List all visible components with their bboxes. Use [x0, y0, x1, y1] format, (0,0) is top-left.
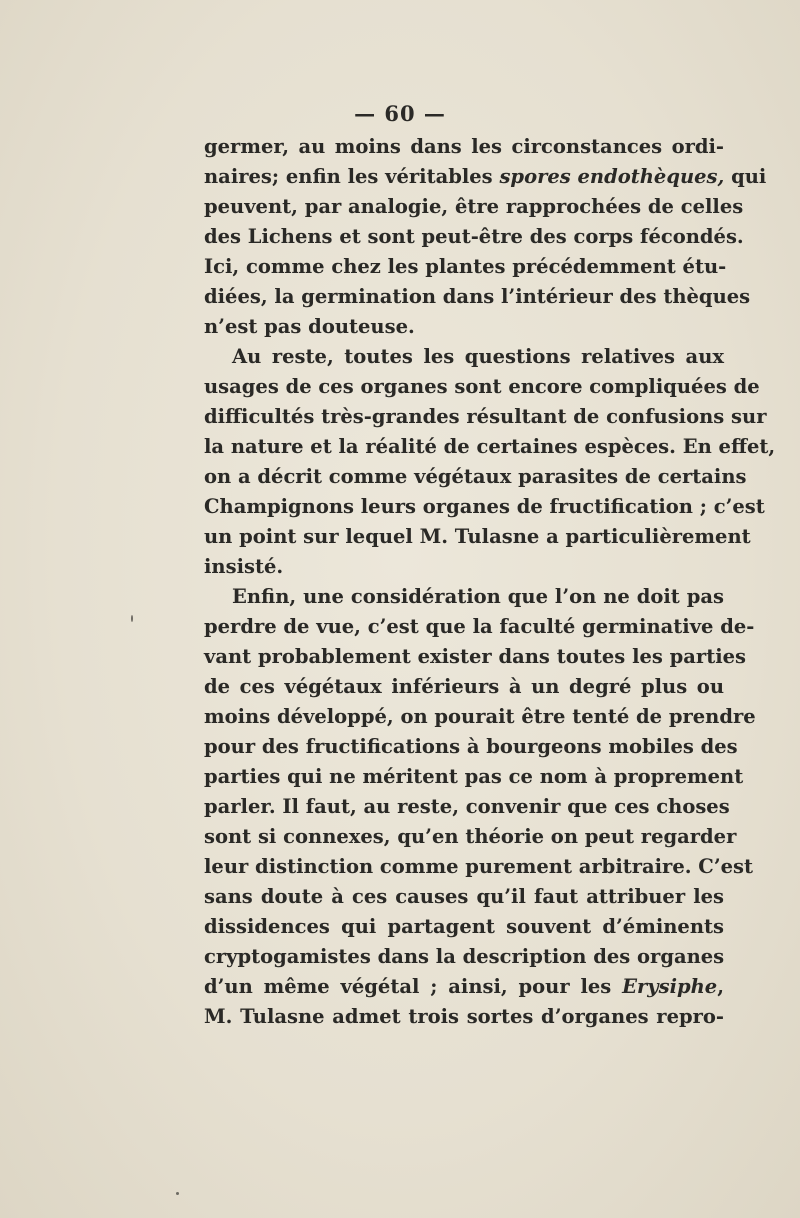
italic-term: Erysiphe — [622, 975, 718, 998]
italic-term: spores endothèques, — [499, 165, 725, 188]
text-line: difficultés très-grandes résultant de confusions sur — [204, 405, 767, 428]
text-line: perdre de vue, c’est que la faculté germinative de- — [204, 615, 755, 638]
text-line: vant probablement exister dans toutes les parties — [204, 645, 746, 668]
text-line: n’est pas douteuse. — [204, 315, 415, 338]
paragraph-2 — [204, 342, 776, 582]
text-line: Ici, comme chez les plantes précédemment étu- — [204, 255, 727, 278]
text-line — [204, 972, 724, 1002]
text-run: d’un même végétal ; ainsi, pour les — [204, 975, 623, 998]
text-line — [204, 162, 767, 192]
text-line: Enfin, une considération que l’on ne doit pas — [232, 585, 724, 608]
text-line: diées, la germination dans l’intérieur des thèques — [204, 285, 751, 308]
text-line: on a décrit comme végétaux parasites de certains — [204, 465, 747, 488]
text-run: , — [717, 975, 724, 998]
text-line: la nature et la réalité de certaines espèces. En effet, — [204, 435, 776, 458]
text-line: insisté. — [204, 555, 284, 578]
text-line: M. Tulasne admet trois sortes d’organes repro- — [204, 1005, 724, 1028]
text-run: qui — [724, 165, 767, 188]
text-line: dissidences qui partagent souvent d’éminents — [204, 915, 724, 938]
text-line: parties qui ne méritent pas ce nom à proprement — [204, 765, 744, 788]
text-line: Au reste, toutes les questions relatives aux — [232, 345, 724, 368]
text-line: germer, au moins dans les circonstances ordi- — [204, 135, 724, 158]
text-line: un point sur lequel M. Tulasne a particulièrement — [204, 525, 751, 548]
text-line: Champignons leurs organes de fructification ; c’est — [204, 495, 765, 518]
paper-speck — [131, 615, 133, 622]
paper-speck — [176, 1192, 179, 1195]
text-line: cryptogamistes dans la description des organes — [204, 945, 725, 968]
text-line: parler. Il faut, au reste, convenir que ces choses — [204, 795, 730, 818]
text-line: des Lichens et sont peut-être des corps fécondés. — [204, 225, 744, 248]
paragraph-3 — [204, 582, 756, 1032]
page-number: — 60 — — [354, 101, 446, 126]
body-text — [204, 132, 776, 1032]
text-line: sont si connexes, qu’en théorie on peut regarder — [204, 825, 737, 848]
text-line: leur distinction comme purement arbitraire. C’est — [204, 855, 754, 878]
text-line: peuvent, par analogie, être rapprochées de celles — [204, 195, 744, 218]
text-line: de ces végétaux inférieurs à un degré plus ou — [204, 675, 724, 698]
text-line: usages de ces organes sont encore compliquées de — [204, 375, 760, 398]
text-line: pour des fructifications à bourgeons mobiles des — [204, 735, 738, 758]
text-line: moins développé, on pourait être tenté de prendre — [204, 705, 756, 728]
text-run: naires; enfin les véritables — [204, 165, 500, 188]
paragraph-1 — [204, 132, 767, 342]
text-line: sans doute à ces causes qu’il faut attribuer les — [204, 885, 724, 908]
